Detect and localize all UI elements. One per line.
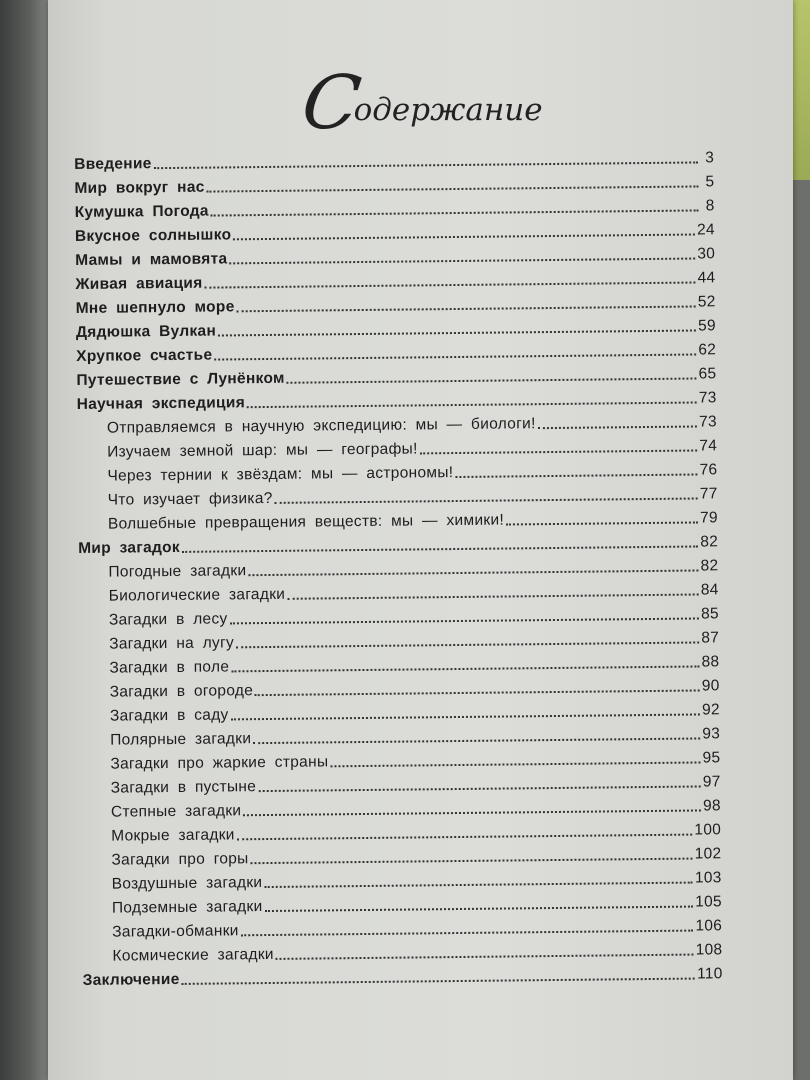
toc-page-number: 77 [699, 485, 718, 503]
toc-page-number: 100 [694, 821, 722, 839]
toc-title: Введение [74, 155, 152, 173]
toc-page-number: 92 [701, 701, 720, 719]
toc-page-number: 84 [700, 581, 719, 599]
toc-title: Мир вокруг нас [74, 178, 205, 197]
toc-page-number: 59 [697, 317, 716, 335]
toc-page-number: 110 [696, 965, 723, 983]
toc-title: Воздушные загадки [111, 874, 263, 893]
toc-title: Загадки в лесу [108, 610, 228, 629]
toc-page-number: 30 [697, 245, 716, 263]
toc-title: Отправляемся в научную экспедицию: мы — биологи! [106, 415, 536, 437]
toc-title: Мир загадок [78, 538, 181, 557]
toc-page-number: 108 [695, 941, 723, 959]
toc-page-number: 62 [698, 341, 717, 359]
toc-page-number: 88 [701, 653, 720, 671]
toc-title: Через тернии к звёздам: мы — астрономы! [107, 464, 454, 485]
toc-page-number: 87 [701, 629, 720, 647]
toc-title: Степные загадки [110, 802, 242, 821]
toc-page-number: 93 [702, 725, 721, 743]
toc-title: Загадки в пустыне [110, 778, 257, 797]
toc-page-number: 74 [699, 437, 718, 455]
toc-page-number: 90 [701, 677, 720, 695]
dot-leader [275, 497, 698, 503]
table-of-contents [74, 143, 723, 990]
toc-page-number: 5 [705, 173, 715, 191]
toc-title: Загадки на лугу [109, 634, 235, 653]
toc-page-number: 65 [698, 365, 717, 383]
toc-title: Загадки про горы [111, 850, 249, 869]
toc-title: Живая авиация [75, 274, 203, 293]
dot-leader [455, 473, 697, 478]
toc-page-number: 95 [702, 749, 721, 767]
toc-title: Волшебные превращения веществ: мы — химики! [107, 511, 505, 533]
page-title [296, 60, 543, 146]
dot-leader [247, 401, 697, 408]
toc-title: Мне шепнуло море [75, 298, 235, 317]
dot-leader [276, 954, 694, 960]
toc-page-number: 24 [696, 221, 715, 239]
toc-title: Мокрые загадки [111, 826, 235, 845]
toc-page-number: 97 [702, 773, 721, 791]
toc-page-number: 106 [695, 917, 723, 935]
toc-title: Изучаем земной шар: мы — географы! [107, 440, 418, 461]
toc-title: Вкусное солнышко [74, 226, 232, 245]
dot-leader [255, 689, 700, 696]
dot-leader [538, 425, 697, 429]
dot-leader [420, 449, 698, 454]
toc-title: Космические загадки [112, 945, 274, 965]
toc-page-number: 73 [698, 413, 717, 431]
toc-page-number: 98 [702, 797, 721, 815]
toc-page-number: 73 [698, 389, 717, 407]
toc-page-number: 8 [705, 197, 715, 215]
dot-leader [287, 377, 697, 383]
toc-title: Путешествие с Лунёнком [76, 369, 285, 389]
toc-page-number: 102 [694, 845, 722, 863]
toc-page-number: 76 [699, 461, 718, 479]
toc-page-number: 3 [705, 149, 715, 167]
toc-title: Хрупкое счастье [76, 346, 213, 365]
toc-title: Дядюшка Вулкан [75, 322, 217, 341]
dot-leader [506, 521, 698, 525]
toc-title: Загадки в саду [109, 706, 229, 725]
toc-page-number: 82 [700, 557, 719, 575]
toc-title: Загадки про жаркие страны [110, 753, 329, 773]
toc-title: Загадки в огороде [109, 682, 254, 701]
toc-title: Что изучает физика? [107, 489, 273, 509]
toc-title: Кумушка Погода [74, 202, 209, 221]
dot-leader [258, 785, 701, 792]
toc-title: Научная экспедиция [76, 394, 246, 413]
book-spine-shadow [0, 0, 52, 1080]
dot-leader [253, 737, 700, 744]
toc-title: Полярные загадки [110, 730, 252, 749]
toc-title: Подземные загадки [111, 898, 263, 917]
toc-title: Загадки-обманки [112, 922, 239, 941]
toc-page-number: 44 [697, 269, 716, 287]
dot-leader [330, 761, 700, 767]
toc-title: Загадки в поле [109, 658, 230, 677]
dot-leader [182, 978, 695, 985]
toc-page-number: 103 [694, 869, 722, 887]
dot-leader [265, 906, 694, 912]
toc-title: Заключение [82, 970, 180, 989]
title-initial: С [296, 60, 366, 146]
toc-page-number: 52 [697, 293, 716, 311]
toc-title: Мамы и мамовята [75, 250, 228, 269]
toc-page-number: 79 [699, 509, 718, 527]
title-rest: одержание [353, 92, 543, 128]
toc-page-number: 85 [700, 605, 719, 623]
toc-page-number: 105 [695, 893, 722, 911]
dot-leader [251, 858, 693, 865]
dot-leader [287, 593, 699, 599]
toc-title: Погодные загадки [108, 562, 247, 581]
toc-page-number: 82 [700, 533, 719, 551]
dot-leader [264, 882, 693, 888]
toc-title: Биологические загадки [108, 585, 286, 605]
